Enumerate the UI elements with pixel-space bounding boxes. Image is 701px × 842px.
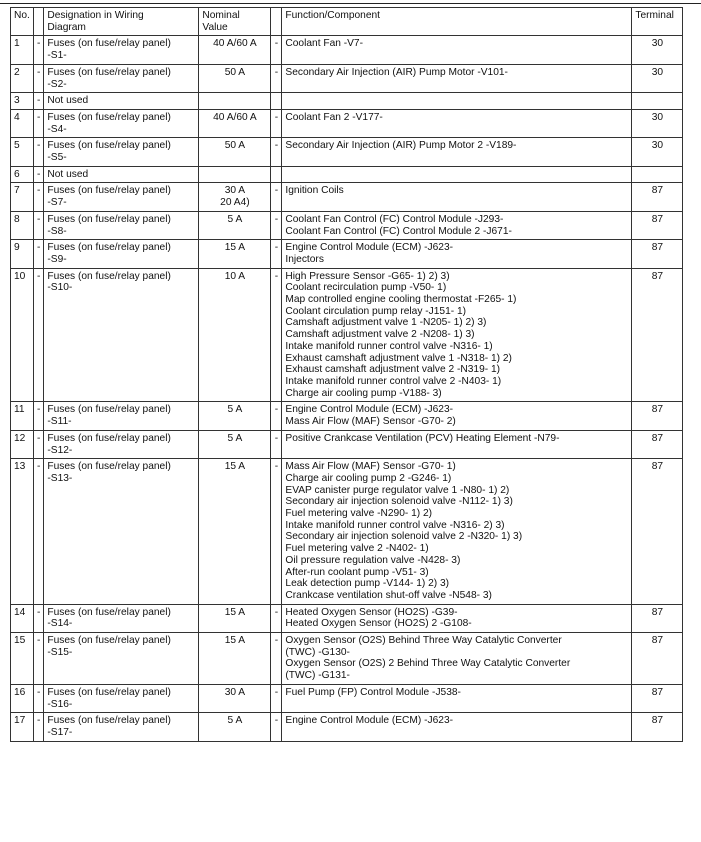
header-designation-line: Diagram bbox=[47, 21, 86, 33]
cell-dash: - bbox=[271, 713, 282, 741]
cell-terminal: 87 bbox=[632, 633, 683, 685]
function-line: Exhaust camshaft adjustment valve 2 -N319- 1) bbox=[285, 364, 501, 376]
value-line: 15 A bbox=[224, 606, 246, 618]
cell-terminal: 87 bbox=[632, 240, 683, 268]
cell-function bbox=[282, 166, 632, 183]
cell-dash: - bbox=[34, 109, 44, 137]
designation-line: -S8- bbox=[47, 225, 67, 237]
function-line: Engine Control Module (ECM) -J623- bbox=[285, 242, 454, 254]
cell-terminal: 87 bbox=[632, 604, 683, 632]
cell-dash: - bbox=[34, 268, 44, 402]
cell-terminal: 87 bbox=[632, 684, 683, 712]
cell-terminal: 30 bbox=[632, 109, 683, 137]
designation-line: Fuses (on fuse/relay panel) bbox=[47, 185, 171, 197]
cell-designation bbox=[44, 166, 199, 183]
cell-function bbox=[282, 183, 632, 211]
value-line: 15 A bbox=[224, 635, 246, 647]
function-line: (TWC) -G131- bbox=[285, 670, 350, 682]
cell-function bbox=[282, 138, 632, 166]
cell-terminal: 87 bbox=[632, 459, 683, 604]
function-line: Charge air cooling pump -V188- 3) bbox=[285, 387, 442, 399]
cell-nominal-value bbox=[199, 713, 271, 741]
cell-dash: - bbox=[34, 64, 44, 92]
cell-dash: - bbox=[271, 604, 282, 632]
header-no: No. bbox=[11, 8, 34, 36]
fuse-table-container bbox=[10, 7, 683, 742]
cell-dash: - bbox=[271, 211, 282, 239]
cell-no: 5 bbox=[11, 138, 34, 166]
cell-designation bbox=[44, 684, 199, 712]
table-row bbox=[11, 93, 683, 110]
function-line: Engine Control Module (ECM) -J623- bbox=[285, 715, 454, 727]
cell-nominal-value bbox=[199, 604, 271, 632]
function-line: Coolant Fan 2 -V177- bbox=[285, 111, 383, 123]
designation-line: Fuses (on fuse/relay panel) bbox=[47, 461, 171, 473]
cell-dash: - bbox=[271, 633, 282, 685]
cell-dash: - bbox=[34, 183, 44, 211]
value-line: 40 A/60 A bbox=[213, 38, 257, 50]
value-line: 50 A bbox=[224, 66, 246, 78]
value-line: 5 A bbox=[227, 715, 243, 727]
header-function: Function/Component bbox=[282, 8, 632, 36]
table-row bbox=[11, 713, 683, 741]
value-line: 40 A/60 A bbox=[213, 111, 257, 123]
value-line: 30 A bbox=[224, 185, 246, 197]
cell-designation bbox=[44, 183, 199, 211]
cell-terminal: 87 bbox=[632, 183, 683, 211]
value-line: 5 A bbox=[227, 404, 243, 416]
cell-function bbox=[282, 402, 632, 430]
cell-no: 7 bbox=[11, 183, 34, 211]
cell-dash: - bbox=[271, 109, 282, 137]
designation-line: Fuses (on fuse/relay panel) bbox=[47, 686, 171, 698]
cell-designation bbox=[44, 402, 199, 430]
function-line: Intake manifold runner control valve -N316- 1) bbox=[285, 340, 493, 352]
cell-dash: - bbox=[271, 459, 282, 604]
cell-nominal-value bbox=[199, 240, 271, 268]
table-row bbox=[11, 430, 683, 458]
cell-nominal-value bbox=[199, 93, 271, 110]
function-line: Fuel metering valve -N290- 1) 2) bbox=[285, 508, 433, 520]
function-line: Coolant Fan Control (FC) Control Module 2 -J671- bbox=[285, 225, 512, 237]
cell-no: 17 bbox=[11, 713, 34, 741]
function-line: Leak detection pump -V144- 1) 2) 3) bbox=[285, 578, 450, 590]
designation-line: Fuses (on fuse/relay panel) bbox=[47, 606, 171, 618]
function-line: Mass Air Flow (MAF) Sensor -G70- 2) bbox=[285, 416, 456, 428]
value-line: 5 A bbox=[227, 432, 243, 444]
designation-line: Fuses (on fuse/relay panel) bbox=[47, 111, 171, 123]
table-row bbox=[11, 166, 683, 183]
cell-dash: - bbox=[34, 633, 44, 685]
cell-function bbox=[282, 430, 632, 458]
function-line: Oxygen Sensor (O2S) Behind Three Way Catalytic Converter bbox=[285, 635, 562, 647]
function-line: Map controlled engine cooling thermostat -F265- 1) bbox=[285, 294, 517, 306]
designation-line: Not used bbox=[47, 168, 89, 180]
cell-nominal-value bbox=[199, 684, 271, 712]
designation-line: Fuses (on fuse/relay panel) bbox=[47, 66, 171, 78]
value-line: 20 A4) bbox=[220, 197, 250, 209]
designation-line: -S15- bbox=[47, 646, 73, 658]
table-row bbox=[11, 64, 683, 92]
function-line: Coolant Fan -V7- bbox=[285, 38, 363, 50]
function-line: Coolant recirculation pump -V50- 1) bbox=[285, 282, 447, 294]
designation-line: -S5- bbox=[47, 152, 67, 164]
cell-designation bbox=[44, 268, 199, 402]
cell-no: 2 bbox=[11, 64, 34, 92]
function-line: Secondary air injection solenoid valve 2 -N320- 1) 3) bbox=[285, 531, 523, 543]
cell-terminal: 87 bbox=[632, 268, 683, 402]
designation-line: -S1- bbox=[47, 50, 67, 62]
cell-designation bbox=[44, 713, 199, 741]
function-line: EVAP canister purge regulator valve 1 -N80- 1) 2) bbox=[285, 484, 510, 496]
cell-nominal-value bbox=[199, 459, 271, 604]
designation-line: -S7- bbox=[47, 197, 67, 209]
value-line: 15 A bbox=[224, 461, 246, 473]
cell-no: 16 bbox=[11, 684, 34, 712]
table-row bbox=[11, 183, 683, 211]
header-dash-col bbox=[271, 8, 282, 36]
table-row bbox=[11, 138, 683, 166]
top-rule bbox=[0, 3, 701, 4]
cell-dash: - bbox=[34, 36, 44, 64]
cell-nominal-value bbox=[199, 268, 271, 402]
cell-dash: - bbox=[34, 93, 44, 110]
designation-line: Fuses (on fuse/relay panel) bbox=[47, 38, 171, 50]
function-line: Fuel metering valve 2 -N402- 1) bbox=[285, 543, 429, 555]
cell-dash: - bbox=[34, 604, 44, 632]
function-line: Intake manifold runner control valve -N316- 2) 3) bbox=[285, 519, 505, 531]
designation-line: Fuses (on fuse/relay panel) bbox=[47, 242, 171, 254]
cell-nominal-value bbox=[199, 633, 271, 685]
cell-dash: - bbox=[271, 64, 282, 92]
designation-line: -S13- bbox=[47, 472, 73, 484]
designation-line: -S11- bbox=[47, 416, 72, 428]
cell-terminal: 30 bbox=[632, 36, 683, 64]
function-line: Injectors bbox=[285, 253, 324, 265]
function-line: (TWC) -G130- bbox=[285, 646, 350, 658]
header-nominal-value bbox=[199, 8, 271, 36]
function-line: Coolant circulation pump relay -J151- 1) bbox=[285, 305, 467, 317]
cell-dash: - bbox=[34, 211, 44, 239]
cell-dash: - bbox=[34, 138, 44, 166]
function-line: Mass Air Flow (MAF) Sensor -G70- 1) bbox=[285, 461, 456, 473]
cell-dash: - bbox=[271, 183, 282, 211]
designation-line: -S9- bbox=[47, 253, 67, 265]
cell-dash: - bbox=[271, 36, 282, 64]
cell-nominal-value bbox=[199, 166, 271, 183]
function-line: Heated Oxygen Sensor (HO2S) 2 -G108- bbox=[285, 618, 472, 630]
cell-function bbox=[282, 109, 632, 137]
cell-nominal-value bbox=[199, 64, 271, 92]
cell-dash: - bbox=[34, 240, 44, 268]
cell-no: 9 bbox=[11, 240, 34, 268]
cell-dash: - bbox=[34, 402, 44, 430]
header-value-line: Nominal bbox=[202, 10, 240, 21]
cell-designation bbox=[44, 633, 199, 685]
function-line: Secondary air injection solenoid valve -N112- 1) 3) bbox=[285, 496, 513, 508]
cell-designation bbox=[44, 211, 199, 239]
cell-nominal-value bbox=[199, 109, 271, 137]
value-line: 50 A bbox=[224, 140, 246, 152]
cell-terminal: 87 bbox=[632, 402, 683, 430]
header-designation-line: Designation in Wiring bbox=[47, 10, 144, 21]
cell-dash: - bbox=[34, 459, 44, 604]
function-line: Camshaft adjustment valve 1 -N205- 1) 2) 3) bbox=[285, 317, 487, 329]
cell-terminal: 87 bbox=[632, 713, 683, 741]
cell-designation bbox=[44, 138, 199, 166]
designation-line: Fuses (on fuse/relay panel) bbox=[47, 715, 171, 727]
table-row bbox=[11, 36, 683, 64]
function-line: High Pressure Sensor -G65- 1) 2) 3) bbox=[285, 270, 450, 282]
function-line: Heated Oxygen Sensor (HO2S) -G39- bbox=[285, 606, 458, 618]
designation-line: Fuses (on fuse/relay panel) bbox=[47, 213, 171, 225]
function-line: Coolant Fan Control (FC) Control Module -J293- bbox=[285, 213, 504, 225]
table-row bbox=[11, 402, 683, 430]
designation-line: Fuses (on fuse/relay panel) bbox=[47, 404, 171, 416]
cell-nominal-value bbox=[199, 36, 271, 64]
cell-nominal-value bbox=[199, 430, 271, 458]
function-line: Oxygen Sensor (O2S) 2 Behind Three Way Catalytic Converter bbox=[285, 658, 571, 670]
cell-terminal bbox=[632, 166, 683, 183]
cell-function bbox=[282, 36, 632, 64]
cell-dash: - bbox=[34, 713, 44, 741]
cell-terminal: 30 bbox=[632, 138, 683, 166]
cell-designation bbox=[44, 36, 199, 64]
function-line: Positive Crankcase Ventilation (PCV) Heating Element -N79- bbox=[285, 432, 560, 444]
cell-designation bbox=[44, 109, 199, 137]
cell-function bbox=[282, 604, 632, 632]
cell-dash: - bbox=[271, 138, 282, 166]
header-row bbox=[11, 8, 683, 36]
cell-function bbox=[282, 684, 632, 712]
cell-no: 3 bbox=[11, 93, 34, 110]
cell-function bbox=[282, 633, 632, 685]
cell-dash bbox=[271, 93, 282, 110]
designation-line: -S16- bbox=[47, 698, 73, 710]
cell-nominal-value bbox=[199, 183, 271, 211]
cell-no: 6 bbox=[11, 166, 34, 183]
designation-line: Not used bbox=[47, 95, 89, 107]
cell-function bbox=[282, 93, 632, 110]
function-line: Secondary Air Injection (AIR) Pump Motor -V101- bbox=[285, 66, 508, 78]
cell-dash: - bbox=[271, 684, 282, 712]
table-row bbox=[11, 684, 683, 712]
designation-line: -S2- bbox=[47, 78, 67, 90]
function-line: Engine Control Module (ECM) -J623- bbox=[285, 404, 454, 416]
designation-line: -S14- bbox=[47, 618, 73, 630]
cell-no: 15 bbox=[11, 633, 34, 685]
cell-no: 1 bbox=[11, 36, 34, 64]
cell-function bbox=[282, 268, 632, 402]
cell-dash: - bbox=[34, 684, 44, 712]
cell-terminal bbox=[632, 93, 683, 110]
cell-dash: - bbox=[271, 268, 282, 402]
table-row bbox=[11, 240, 683, 268]
cell-function bbox=[282, 459, 632, 604]
cell-function bbox=[282, 211, 632, 239]
cell-nominal-value bbox=[199, 138, 271, 166]
function-line: Ignition Coils bbox=[285, 185, 344, 197]
cell-designation bbox=[44, 430, 199, 458]
cell-designation bbox=[44, 459, 199, 604]
cell-dash: - bbox=[271, 430, 282, 458]
cell-no: 8 bbox=[11, 211, 34, 239]
cell-nominal-value bbox=[199, 402, 271, 430]
cell-dash bbox=[271, 166, 282, 183]
function-line: Camshaft adjustment valve 2 -N208- 1) 3) bbox=[285, 329, 475, 341]
table-row bbox=[11, 633, 683, 685]
cell-designation bbox=[44, 240, 199, 268]
designation-line: -S4- bbox=[47, 123, 67, 135]
cell-no: 13 bbox=[11, 459, 34, 604]
header-designation bbox=[44, 8, 199, 36]
function-line: Exhaust camshaft adjustment valve 1 -N318- 1) 2) bbox=[285, 352, 512, 364]
value-line: 15 A bbox=[224, 242, 246, 254]
cell-designation bbox=[44, 93, 199, 110]
cell-no: 4 bbox=[11, 109, 34, 137]
value-line: 10 A bbox=[224, 270, 246, 282]
fuse-table bbox=[10, 7, 683, 742]
function-line: Charge air cooling pump 2 -G246- 1) bbox=[285, 472, 452, 484]
function-line: Crankcase ventilation shut-off valve -N548- 3) bbox=[285, 589, 492, 601]
cell-no: 12 bbox=[11, 430, 34, 458]
cell-function bbox=[282, 240, 632, 268]
cell-dash: - bbox=[34, 430, 44, 458]
header-value-line: Value bbox=[202, 21, 228, 33]
cell-terminal: 87 bbox=[632, 211, 683, 239]
function-line: After-run coolant pump -V51- 3) bbox=[285, 566, 429, 578]
function-line: Secondary Air Injection (AIR) Pump Motor 2 -V189- bbox=[285, 140, 517, 152]
cell-designation bbox=[44, 604, 199, 632]
value-line: 5 A bbox=[227, 213, 243, 225]
cell-dash: - bbox=[271, 402, 282, 430]
table-row bbox=[11, 109, 683, 137]
table-row bbox=[11, 268, 683, 402]
header-terminal: Terminal bbox=[632, 8, 683, 36]
cell-terminal: 30 bbox=[632, 64, 683, 92]
designation-line: Fuses (on fuse/relay panel) bbox=[47, 432, 171, 444]
cell-dash: - bbox=[34, 166, 44, 183]
cell-terminal: 87 bbox=[632, 430, 683, 458]
fuse-table-body bbox=[11, 36, 683, 741]
designation-line: Fuses (on fuse/relay panel) bbox=[47, 635, 171, 647]
table-row bbox=[11, 604, 683, 632]
function-line: Intake manifold runner control valve 2 -N403- 1) bbox=[285, 375, 502, 387]
cell-nominal-value bbox=[199, 211, 271, 239]
table-row bbox=[11, 211, 683, 239]
cell-function bbox=[282, 713, 632, 741]
cell-no: 11 bbox=[11, 402, 34, 430]
function-line: Fuel Pump (FP) Control Module -J538- bbox=[285, 686, 461, 698]
cell-dash: - bbox=[271, 240, 282, 268]
cell-function bbox=[282, 64, 632, 92]
value-line: 30 A bbox=[224, 686, 246, 698]
function-line: Oil pressure regulation valve -N428- 3) bbox=[285, 554, 461, 566]
cell-designation bbox=[44, 64, 199, 92]
designation-line: -S10- bbox=[47, 282, 73, 294]
designation-line: Fuses (on fuse/relay panel) bbox=[47, 140, 171, 152]
header-dash-col bbox=[34, 8, 44, 36]
designation-line: -S12- bbox=[47, 444, 73, 456]
designation-line: -S17- bbox=[47, 726, 73, 738]
table-row bbox=[11, 459, 683, 604]
cell-no: 14 bbox=[11, 604, 34, 632]
designation-line: Fuses (on fuse/relay panel) bbox=[47, 270, 171, 282]
cell-no: 10 bbox=[11, 268, 34, 402]
